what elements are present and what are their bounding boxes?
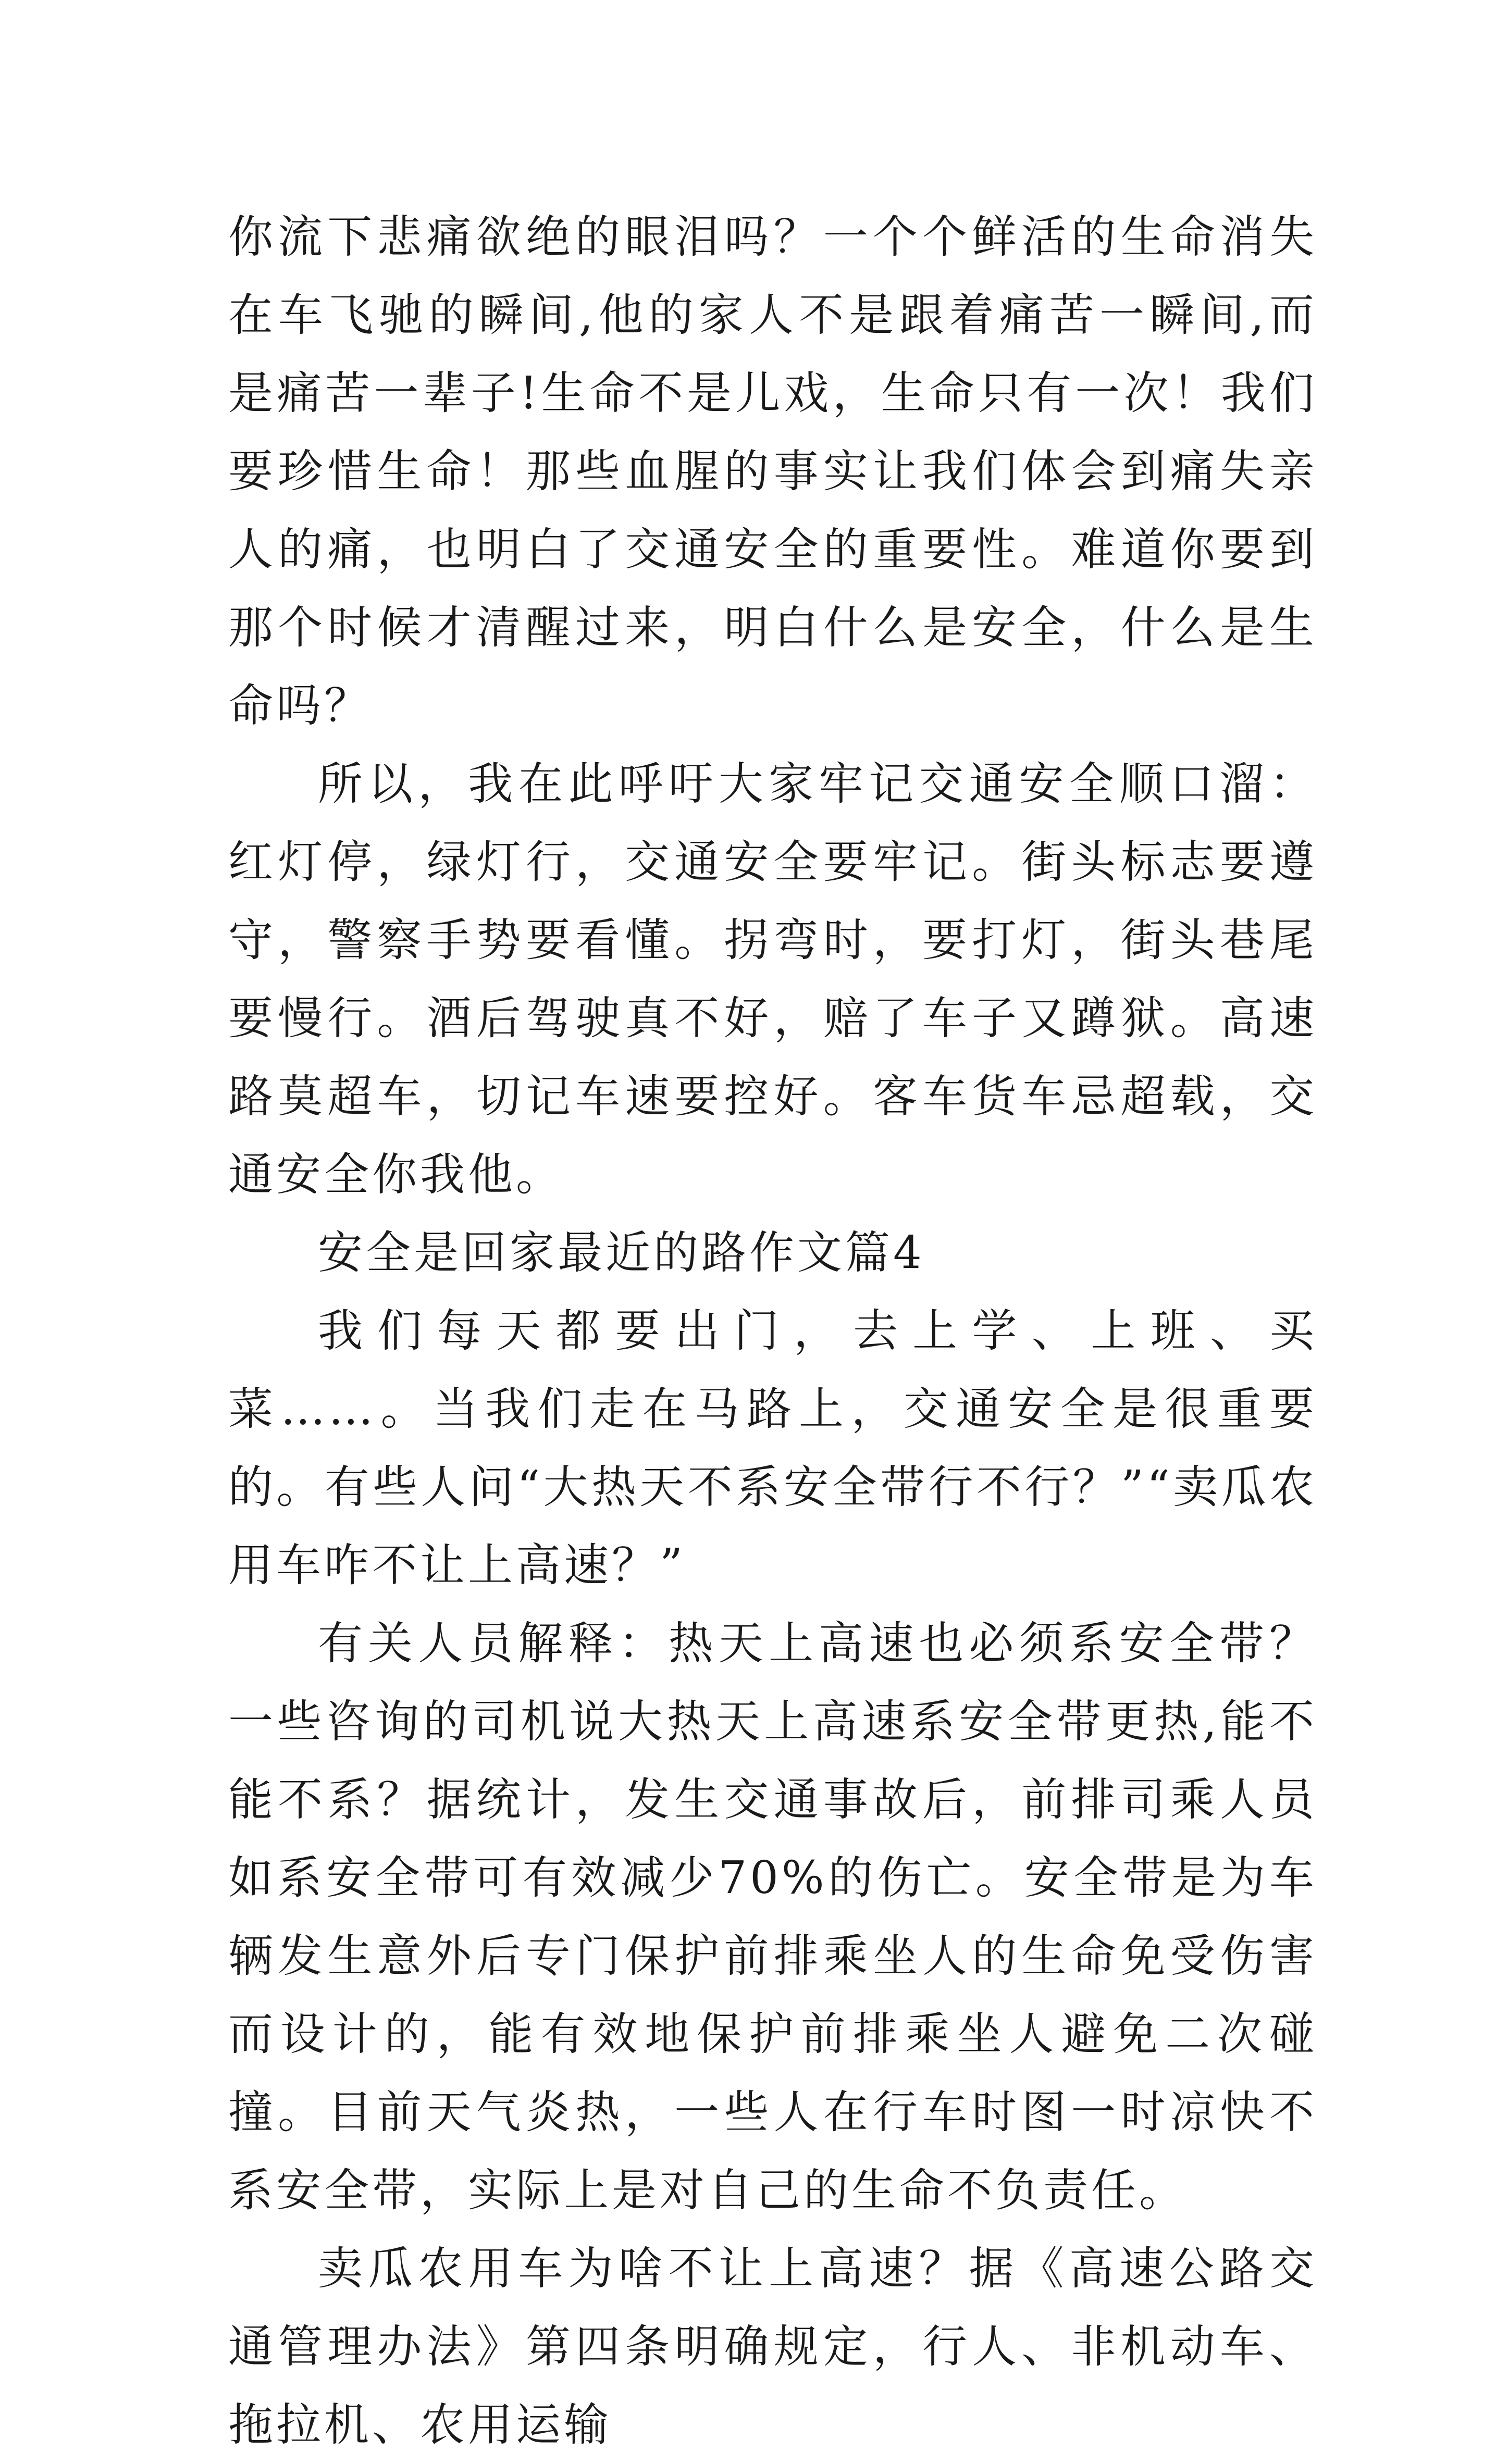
paragraph-2: 所以，我在此呼吁大家牢记交通安全顺口溜：红灯停，绿灯行，交通安全要牢记。街头标志要遵守，警察手势要看懂。拐弯时，要打灯，街头巷尾要慢行。酒后驾驶真不好，赔了车子又蹲狱。高速路莫超车，切记车速要控好。客车货车忌超载，交通安全你我他。 [228, 758, 1317, 1201]
document-body [228, 198, 1317, 2464]
paragraph-5: 卖瓜农用车为啥不让上高速？据《高速公路交通管理办法》第四条明确规定，行人、非机动车、拖拉机、农用运输 [228, 2243, 1317, 2451]
paragraph-4: 有关人员解释：热天上高速也必须系安全带？一些咨询的司机说大热天上高速系安全带更热,能不能不系？据统计，发生交通事故后，前排司乘人员如系安全带可有效减少70%的伤亡。安全带是为车辆发生意外后专门保护前排乘坐人的生命免受伤害而设计的，能有效地保护前排乘坐人避免二次碰撞。目前天气炎热，一些人在行车时图一时凉快不系安全带，实际上是对自己的生命不负责任。 [228, 1617, 1317, 2217]
paragraph-1: 你流下悲痛欲绝的眼泪吗？一个个鲜活的生命消失在车飞驰的瞬间,他的家人不是跟着痛苦一瞬间,而是痛苦一辈子!生命不是儿戏，生命只有一次！我们要珍惜生命！那些血腥的事实让我们体会到痛失亲人的痛，也明白了交通安全的重要性。难道你要到那个时候才清醒过来，明白什么是安全，什么是生命吗？ [228, 211, 1317, 732]
section-heading: 安全是回家最近的路作文篇4 [318, 1227, 925, 1279]
paragraph-3: 我们每天都要出门，去上学、上班、买菜……。当我们走在马路上，交通安全是很重要的。有些人问“大热天不系安全带行不行？”“卖瓜农用车咋不让上高速？” [228, 1305, 1317, 1591]
